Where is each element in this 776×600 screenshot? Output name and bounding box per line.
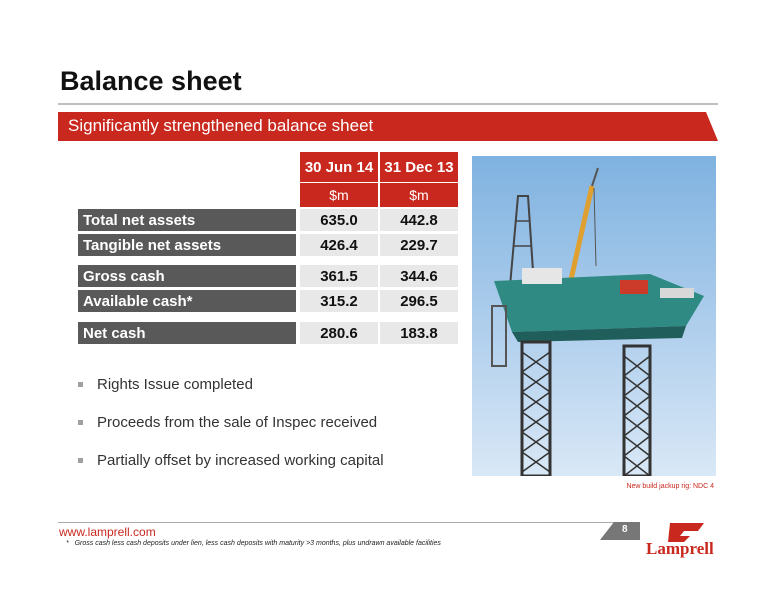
bullet-text: Proceeds from the sale of Inspec received: [97, 414, 378, 431]
table-cell: 344.6: [380, 265, 458, 287]
bullet-text: Rights Issue completed: [97, 376, 253, 393]
footnote-marker: *: [66, 540, 69, 547]
table-cell: 280.6: [300, 322, 378, 344]
footnote-text: Gross cash less cash deposits under lien, less cash deposits with maturity >3 months, plus undrawn available facilities: [74, 540, 441, 547]
table-cell: 635.0: [300, 209, 378, 231]
table-cell: 361.5: [300, 265, 378, 287]
footer-divider: [58, 522, 618, 523]
jackup-rig-photo: [472, 156, 716, 476]
page-number: 8: [622, 524, 628, 535]
table-cell: 183.8: [380, 322, 458, 344]
logo-wordmark: Lamprell: [646, 539, 714, 558]
unit-label: $m: [300, 183, 378, 207]
bullet-square-icon: [78, 420, 83, 425]
unit-label: $m: [380, 183, 458, 207]
bullet-item: [78, 376, 253, 393]
bullet-text: Partially offset by increased working capital: [97, 452, 384, 469]
table-cell: 315.2: [300, 290, 378, 312]
bullet-item: [78, 452, 384, 469]
website-link[interactable]: www.lamprell.com: [59, 525, 156, 539]
page-title: Balance sheet: [60, 66, 242, 96]
subtitle-text: Significantly strengthened balance sheet: [68, 116, 374, 135]
row-label-available-cash: Available cash*: [78, 290, 296, 312]
bullet-square-icon: [78, 382, 83, 387]
column-header-31-dec-13: 31 Dec 13: [380, 152, 458, 182]
title-divider: [58, 103, 718, 105]
table-cell: 296.5: [380, 290, 458, 312]
table-cell: 229.7: [380, 234, 458, 256]
table-cell: 426.4: [300, 234, 378, 256]
bullet-square-icon: [78, 458, 83, 463]
row-label-gross-cash: Gross cash: [78, 265, 296, 287]
footnote: [66, 540, 441, 547]
photo-caption: New build jackup rig: NDC 4: [626, 483, 714, 490]
page-number-tab: [600, 522, 640, 540]
row-label-tangible-net-assets: Tangible net assets: [78, 234, 296, 256]
bullet-item: [78, 414, 377, 431]
row-label-total-net-assets: Total net assets: [78, 209, 296, 231]
column-header-30-jun-14: 30 Jun 14: [300, 152, 378, 182]
table-cell: 442.8: [380, 209, 458, 231]
row-label-net-cash: Net cash: [78, 322, 296, 344]
